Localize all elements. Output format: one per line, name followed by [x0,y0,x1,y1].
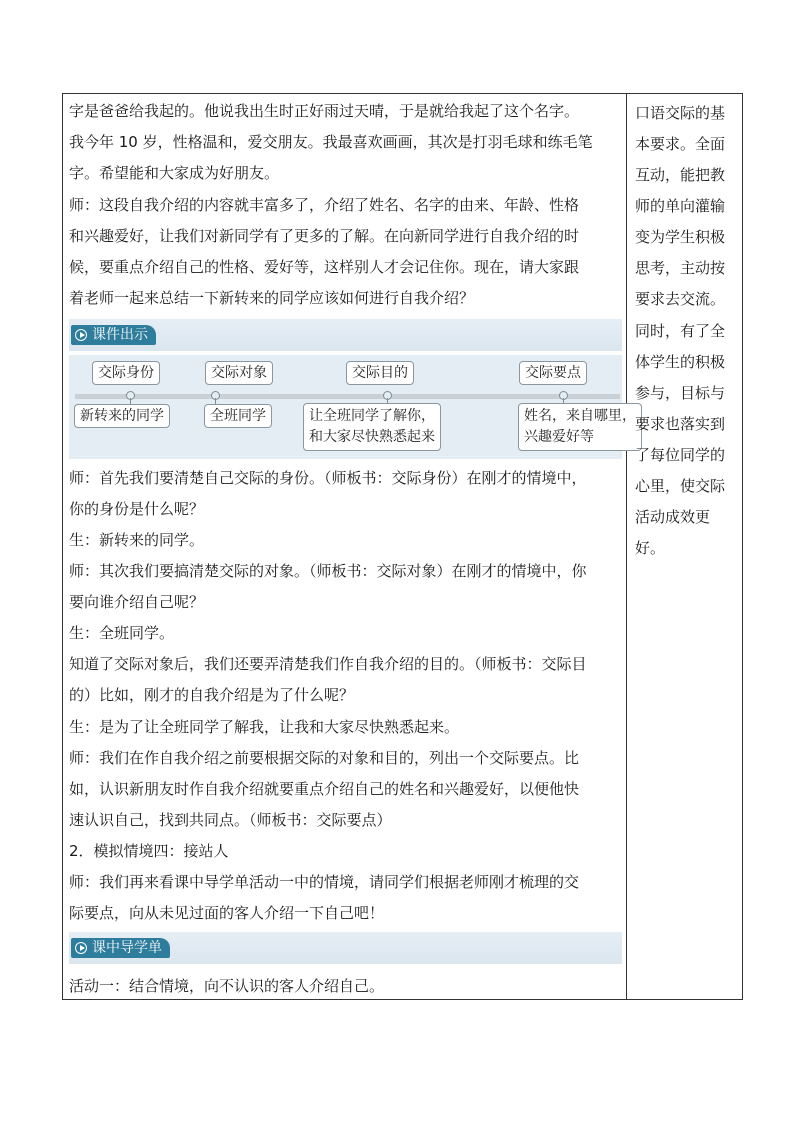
banner-label: 课件出示 [92,327,148,343]
value-purpose-line: 和大家尽快熟悉起来 [309,429,435,445]
side-line: 互动，能把教 [635,166,726,184]
side-line: 师的单向灌输 [635,197,726,215]
text-line: 师：这段自我介绍的内容就丰富多了，介绍了姓名、名字的由来、年龄、性格 [69,196,580,214]
side-line: 体学生的积极 [635,353,726,371]
value-points-line: 姓名，来自哪里， [524,408,636,424]
text-line: 师：我们再来看课中导学单活动一中的情境，请同学们根据老师刚才梳理的交 [69,873,580,891]
communication-diagram [69,355,636,459]
side-line: 要求去交流。 [635,290,726,308]
text-line: 速认识自己，找到共同点。（师板书：交际要点） [69,811,392,829]
side-line: 本要求。全面 [635,135,726,153]
value-purpose-line: 让全班同学了解你， [309,408,435,424]
text-line: 着老师一起来总结一下新转来的同学应该如何进行自我介绍？ [69,289,475,307]
banner-tab [71,325,156,345]
text-line: 2．模拟情境四：接站人 [69,842,229,860]
text-line: 如，认识新朋友时作自我介绍就要重点介绍自己的姓名和兴趣爱好，以便他快 [69,780,580,798]
text-line: 我今年 10 岁，性格温和，爱交朋友。我最喜欢画画，其次是打羽毛球和练毛笔 [69,133,593,151]
side-line: 口语交际的基 [635,104,726,122]
text-line: 和兴趣爱好，让我们对新同学有了更多的了解。在向新同学进行自我介绍的时 [69,227,580,245]
label-communication-points: 交际要点 [519,361,587,385]
side-line: 思考，主动按 [635,259,726,277]
value-new-student: 新转来的同学 [74,404,170,428]
label-communication-identity: 交际身份 [92,361,160,385]
side-line: 同时，有了全 [635,322,726,340]
text-line: 字是爸爸给我起的。他说我出生时正好雨过天晴，于是就给我起了这个名字。 [69,102,580,120]
text-line: 师：我们在作自我介绍之前要根据交际的对象和目的，列出一个交际要点。比 [69,749,580,767]
text-line: 生：新转来的同学。 [69,531,205,549]
column-divider [626,94,627,999]
guide-sheet-banner [69,932,622,964]
value-purpose [303,403,441,451]
banner-label: 课中导学单 [92,940,162,956]
side-line: 好。 [635,539,666,557]
text-line: 生：是为了让全班同学了解我，让我和大家尽快熟悉起来。 [69,718,460,736]
text-line: 你的身份是什么呢？ [69,500,205,518]
play-icon [75,329,87,341]
label-communication-purpose: 交际目的 [346,361,414,385]
text-line: 活动一：结合情境，向不认识的客人介绍自己。 [69,977,385,995]
value-points [518,403,642,451]
banner-tab [71,938,170,958]
text-line: 知道了交际对象后，我们还要弄清楚我们作自我介绍的目的。（师板书：交际目 [69,655,587,673]
text-line: 际要点，向从未见过面的客人介绍一下自己吧！ [69,904,385,922]
text-line: 师：首先我们要清楚自己交际的身份。（师板书：交际身份）在刚才的情境中， [69,469,587,487]
text-line: 要向谁介绍自己呢？ [69,593,205,611]
side-line: 参与，目标与 [635,384,726,402]
side-line: 要求也落实到 [635,415,726,433]
text-line: 的）比如，刚才的自我介绍是为了什么呢？ [69,686,355,704]
side-line: 了每位同学的 [635,446,726,464]
lesson-table [62,93,743,1000]
side-line: 活动成效更 [635,508,711,526]
value-points-line: 兴趣爱好等 [524,429,594,445]
text-line: 师：其次我们要搞清楚交际的对象。（师板书：交际对象）在刚才的情境中，你 [69,562,587,580]
timeline-bar [75,394,620,399]
side-line: 心里，使交际 [635,477,726,495]
courseware-banner [69,319,622,351]
text-line: 候，要重点介绍自己的性格、爱好等，这样别人才会记住你。现在，请大家跟 [69,258,580,276]
value-whole-class: 全班同学 [204,404,272,428]
label-communication-target: 交际对象 [205,361,273,385]
text-line: 字。希望能和大家成为好朋友。 [69,164,280,182]
side-line: 变为学生积极 [635,228,726,246]
play-icon [75,942,87,954]
text-line: 生：全班同学。 [69,624,175,642]
